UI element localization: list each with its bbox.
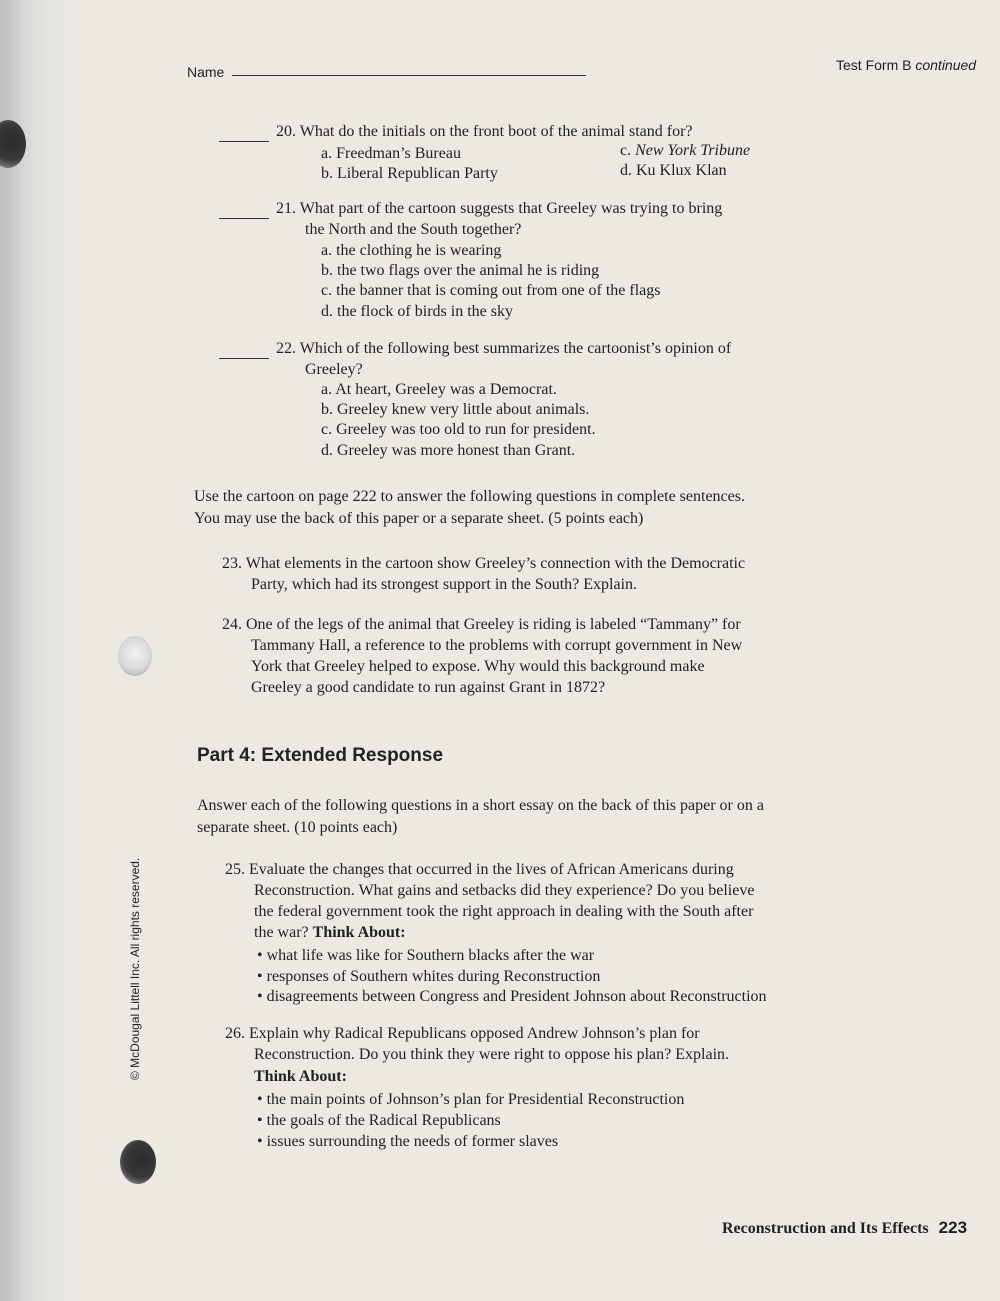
answer-blank-20[interactable] — [219, 141, 269, 142]
cartoon-instructions-line1: Use the cartoon on page 222 to answer the following questions in complete sentences. — [194, 488, 745, 505]
question-24-line3: York that Greeley helped to expose. Why would this background make — [251, 658, 705, 675]
option-22d: d. Greeley was more honest than Grant. — [321, 442, 576, 459]
option-22a: a. At heart, Greeley was a Democrat. — [321, 381, 557, 398]
test-form-label — [836, 57, 976, 73]
question-22 — [276, 338, 731, 359]
question-text: What part of the cartoon suggests that Greeley was trying to bring — [299, 200, 723, 217]
question-21-line2: the North and the South together? — [305, 221, 522, 238]
question-25-line4 — [254, 922, 406, 943]
bullet-25-3: • disagreements between Congress and President Johnson about Reconstruction — [257, 987, 767, 1007]
option-20a: a. Freedman’s Bureau — [321, 145, 461, 162]
option-21a: a. the clothing he is wearing — [321, 242, 502, 259]
binder-hole-middle — [118, 636, 152, 676]
footer-title: Reconstruction and Its Effects — [722, 1220, 929, 1237]
question-number: 22. — [276, 340, 296, 357]
binder-hole-bottom — [120, 1140, 156, 1184]
question-24-line2: Tammany Hall, a reference to the problems with corrupt government in New — [251, 637, 743, 654]
option-20b: b. Liberal Republican Party — [321, 165, 498, 182]
question-23-line2: Party, which had its strongest support in the South? Explain. — [251, 576, 638, 593]
question-24: 24. One of the legs of the animal that Greeley is riding is labeled “Tammany” for — [222, 616, 741, 633]
question-text: What do the initials on the front boot of the animal stand for? — [299, 123, 693, 140]
bullet-26-3: • issues surrounding the needs of former slaves — [257, 1132, 558, 1152]
test-form-title: Test Form B — [836, 57, 912, 73]
name-label: Name — [187, 64, 225, 80]
question-22-line2: Greeley? — [305, 361, 363, 378]
option-22c: c. Greeley was too old to run for president. — [321, 421, 596, 438]
page-footer — [722, 1218, 967, 1238]
option-21c: c. the banner that is coming out from one of the flags — [321, 282, 661, 299]
think-about-label: Think About: — [312, 924, 406, 941]
question-text: the war? — [254, 924, 309, 941]
name-input-line[interactable] — [232, 75, 586, 76]
answer-blank-22[interactable] — [219, 358, 269, 359]
question-25-line2: Reconstruction. What gains and setbacks did they experience? Do you believe — [254, 882, 755, 899]
option-20c — [620, 141, 750, 161]
question-text: Which of the following best summarizes the cartoonist’s opinion of — [299, 340, 732, 357]
part-4-instructions-line2: separate sheet. (10 points each) — [197, 819, 398, 836]
answer-blank-21[interactable] — [219, 218, 269, 219]
part-4-instructions-line1: Answer each of the following questions in a short essay on the back of this paper or on a — [197, 797, 764, 814]
question-number: 20. — [276, 123, 296, 140]
option-letter: c. — [620, 142, 632, 159]
option-20d: d. Ku Klux Klan — [620, 162, 727, 179]
question-23: 23. What elements in the cartoon show Greeley’s connection with the Democratic — [222, 555, 746, 572]
part-4-heading: Part 4: Extended Response — [197, 745, 444, 766]
option-text: New York Tribune — [635, 142, 751, 159]
option-22b: b. Greeley knew very little about animals. — [321, 401, 590, 418]
binder-edge — [0, 0, 75, 1301]
cartoon-instructions-line2: You may use the back of this paper or a separate sheet. (5 points each) — [194, 510, 644, 527]
page-number: 223 — [938, 1218, 968, 1237]
test-form-continued: continued — [915, 57, 977, 73]
bullet-26-2: • the goals of the Radical Republicans — [257, 1111, 501, 1131]
question-20 — [276, 121, 693, 142]
option-21d: d. the flock of birds in the sky — [321, 303, 513, 320]
bullet-26-1: • the main points of Johnson’s plan for Presidential Reconstruction — [257, 1090, 684, 1110]
copyright-notice: © McDougal Littell Inc. All rights reserved. — [128, 857, 142, 1080]
think-about-label: Think About: — [254, 1068, 347, 1085]
bullet-25-2: • responses of Southern whites during Reconstruction — [257, 967, 600, 987]
question-25: 25. Evaluate the changes that occurred in the lives of African Americans during — [225, 861, 734, 878]
question-24-line4: Greeley a good candidate to run against Grant in 1872? — [251, 679, 606, 696]
question-26: 26. Explain why Radical Republicans opposed Andrew Johnson’s plan for — [225, 1025, 700, 1042]
question-26-line2: Reconstruction. Do you think they were right to oppose his plan? Explain. — [254, 1046, 730, 1063]
option-21b: b. the two flags over the animal he is riding — [321, 262, 600, 279]
bullet-25-1: • what life was like for Southern blacks after the war — [257, 946, 594, 966]
question-25-line3: the federal government took the right approach in dealing with the South after — [254, 903, 754, 920]
question-21 — [276, 198, 722, 219]
question-number: 21. — [276, 200, 296, 217]
